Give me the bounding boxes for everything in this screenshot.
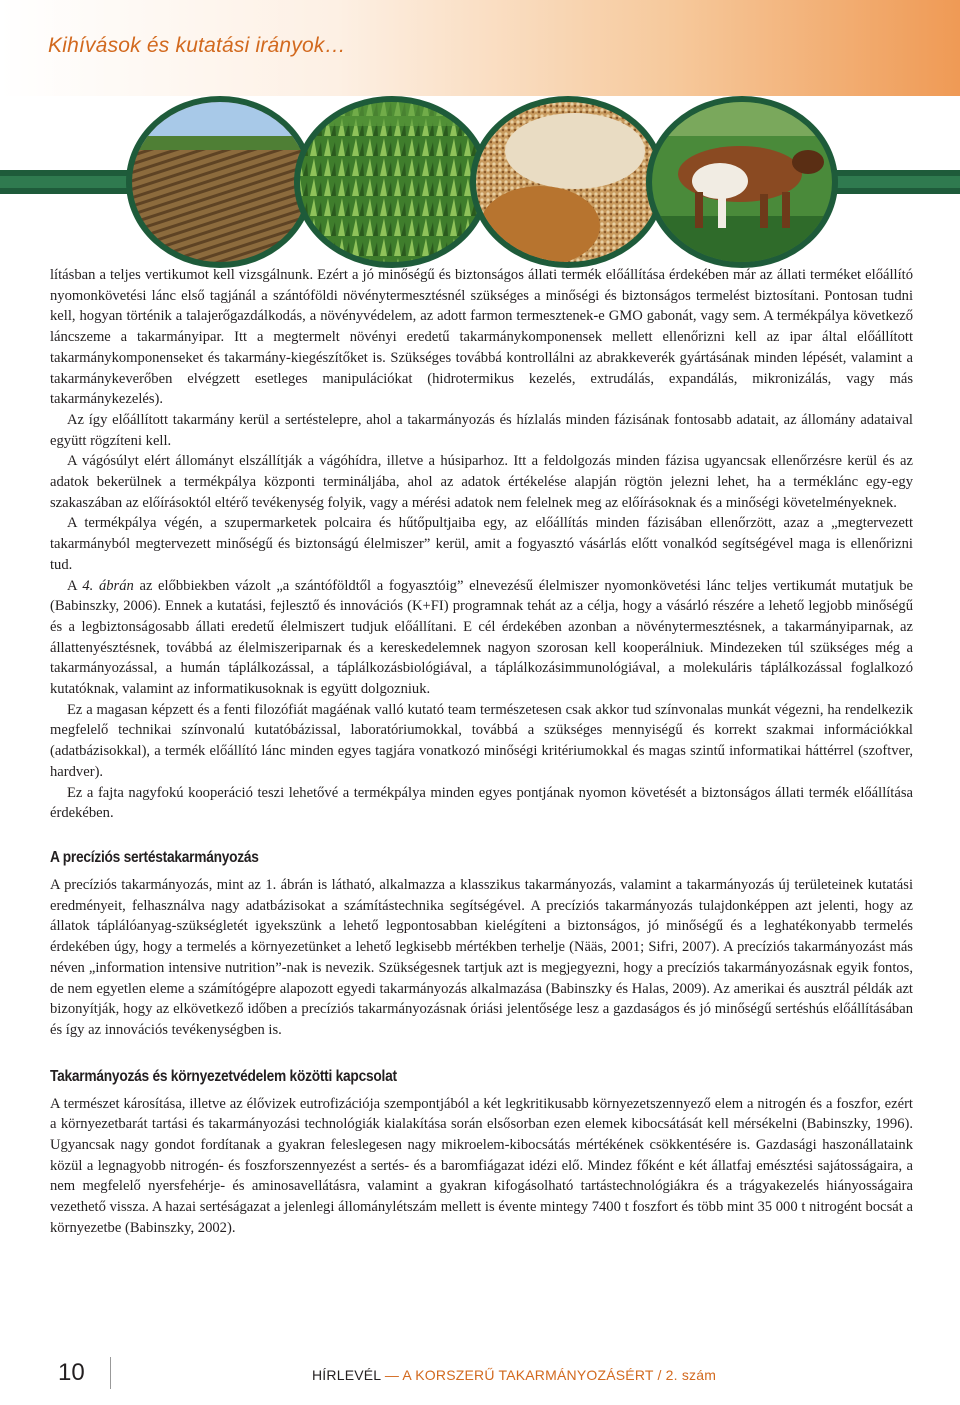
paragraph: Ez a fajta nagyfokú kooperáció teszi lehetővé a termékpálya minden egyes pontjának nyomon követését a biztonságos állati termék előállítása érdekében. — [50, 784, 913, 822]
paragraph: Ez a magasan képzett és a fenti filozófiát magáénak valló kutató team természetesen csak akkor tud színvonalas munkát végezni, ha rendelkezik megfelelő technikai színvonalú kutatóbázissal, laboratóriumokkal, továbbá a szükséges mennyiségű és korrekt szakmai információkkal (adatbázisokkal), a termék előállító lánc minden egyes tagjára vonatkozó minőségi kritériumokkal és magas szintű informatikai háttérrel (szoftver, hardver). — [50, 701, 913, 780]
paragraph: Az így előállított takarmány kerül a sertéstelepre, ahol a takarmányozás és hízlalás minden fázisának fontosabb adatait, az állomány adataival együtt rögzíteni kell. — [50, 411, 913, 449]
paragraph: A természet károsítása, illetve az élővizek eutrofizációja szempontjából a két legkritikusabb környezetszennyező elem a nitrogén és a foszfor, ezért a környezetbarát tartási és takarmányozási technológiák kialakítása során elsősorban ezen elemek kibocsátását kell mérsékelni (Babinszky, 1996). Ugyancsak nagy gondot fordítanak a gyakran feleslegesen nagy mikroelem-kibocsátás mértékének csökkentésére is. Gazdasági haszonállataink közül a legnagyobb nitrogén- és foszforszennyezést a sertés- és a baromfiágazat idézi elő. Mindez főként e két állatfaj emésztési sajátosságaira, a nem megfelelő nyersfehérje- és aminosavellátásra, valamint a gyakran kifogásolható tartástechnológiákra és a trágyakezelés hiányosságaira vezethető vissza. A hazai sertéságazat a jelenlegi állománylétszám mellett is évente mintegy 7400 t foszfort és több mint 35 000 t nitrogént bocsát a környezetbe (Babinszky, 2002). — [50, 1095, 913, 1236]
corn-image — [290, 96, 500, 271]
cattle-image — [640, 96, 850, 271]
field-image — [120, 96, 320, 271]
section-heading: A precíziós sertéstakarmányozás — [50, 848, 259, 866]
publication-title: A KORSZERŰ TAKARMÁNYOZÁSÉRT / 2. szám — [402, 1367, 717, 1383]
newsletter-label: HÍRLEVÉL — [312, 1367, 381, 1383]
footer-publication — [312, 1367, 716, 1383]
page-number: 10 — [58, 1359, 85, 1386]
paragraph: A precíziós takarmányozás, mint az 1. ábrán is látható, alkalmazza a klasszikus takarmányozás, valamint a takarmányozás új területeinek kutatási eredményeit, felhasználva nagy adatbázisokat a számítástechnika segítségével. A precíziós takarmányozás tulajdonképpen azt jelenti, hogy az állatok táplálóanyag-szükségletét igyekszünk a lehető legpontosabban kielégíteni a biztonságos, jó minőségű és a leghatékonyabb termelés érdekében úgy, hogy a termelés a környezetünket a lehető legkisebb mértékben terhelje (Nääs, 2001; Sifri, 2007). A precíziós takarmányozást más néven „information intensive nutrition”-nak is nevezik. Szükségesnek tartjuk azt is megjegyezni, hogy a precíziós takarmányozásnak egyik fontos, de nem egyetlen eleme a számítógépre alapozott egyedi takarmányozás alkalmazása (Babinszky és Halas, 2009). Az amerikai és ausztrál példák azt bizonyítják, hogy az elkövetkező időben a precíziós takarmányozásnak óriási jelentősége lesz a gazdaságos és jó minőségű sertéshús előállításában és így az innovációs tevékenységben is. — [50, 876, 913, 1038]
image-banner — [0, 96, 960, 271]
footer-divider — [110, 1357, 111, 1389]
text-run: az előbbiekben vázolt „a szántóföldtől a fogyasztóig” elnevezésű élelmiszer nyomonkövetési lánc teljes vertikumát mutatjuk be (Babinszky, 2006). Ennek a kutatási, fejlesztő és innovációs (K+FI) programnak tehát az a célja, hogy a vásárló részére a lehető legjobb minőségű és a legbiztonságosabb állati eredetű élelmiszert tudjuk előállítani. E cél érdekében azonban a növénytermesztésnek, a takarmányiparnak, az állattenyésztésnek, továbbá az élelmiszeriparnak és a kereskedelemnek nagyon szorosan kell kooperálniuk. Mindezeken túl szükséges még a takarmányozással, a humán táplálkozással, a táplálkozásbiológiával, a táplálkozásimmunológiával, a molekuláris táplálkozással foglalkozó kutatóknak, valamint az informatikusoknak is együtt dolgozniuk. — [50, 577, 913, 698]
footer-dash: — — [384, 1367, 400, 1383]
feed-image — [466, 96, 676, 271]
paragraph: A vágósúlyt elért állományt elszállítják a vágóhídra, illetve a húsiparhoz. Itt a feldolgozás minden fázisa ugyancsak ellenőrzésre kerül és az adatok bekerülnek a termékpálya központi termináljába, ahol az adatok értékelése alapján rögtön jelezni lehet, ha a terméklánc egy-egy szakaszában az előírásoktól eltérő tevékenység folyik, vagy a mérési adatok nem felelnek meg az előírásoknak és a minőségi követelményeknek. — [50, 453, 913, 511]
paragraph: A termékpálya végén, a szupermarketek polcaira és hűtőpultjaiba egy, az előállítás minden fázisában ellenőrzött, azaz a „megtervezett takarmányból megtervezett minőségű és biztonságú élelmiszer” kerül, amit a fogyasztó vásárlás előtt vonalkód segítségével maga is ellenőrizni tud. — [50, 515, 913, 573]
section-heading: Takarmányozás és környezetvédelem közötti kapcsolat — [50, 1067, 397, 1085]
figure-reference: 4. ábrán — [82, 577, 134, 594]
article-body — [50, 265, 913, 1239]
paragraph — [50, 576, 913, 700]
paragraph: lításban a teljes vertikumot kell vizsgálnunk. Ezért a jó minőségű és biztonságos állati termék előállítása érdekében már az állati terméket előállító nyomonkövetési lánc első tagjánál a szántóföldi növénytermesztésnél szükséges a minőségi és biztonságos termelést biztosítani. Pontosan tudni kell, hogyan történik a talajerőgazdálkodás, a növényvédelem, az adott farmon termesztenek-e GMO gabonát, vagy sem. A termékpálya következő láncszeme a takarmányipar. Itt a megtermelt növényi eredetű takarmánykomponensek mellett ellenőrizni kell az ipar által előállított takarmánykomponenseket és takarmány-kiegészítőket is. Szükséges továbbá kontrollálni az abrakkeverék gyártásának minden lépését, valamint a takarmánykeverőben elvégzett esetleges manipulációkat (hidrotermikus kezelés, extrudálás, expandálás, mikronizálás, vagy más takarmánykezelés). — [50, 267, 913, 408]
page-header-title: Kihívások és kutatási irányok… — [48, 34, 346, 57]
text-run: A — [67, 577, 83, 594]
